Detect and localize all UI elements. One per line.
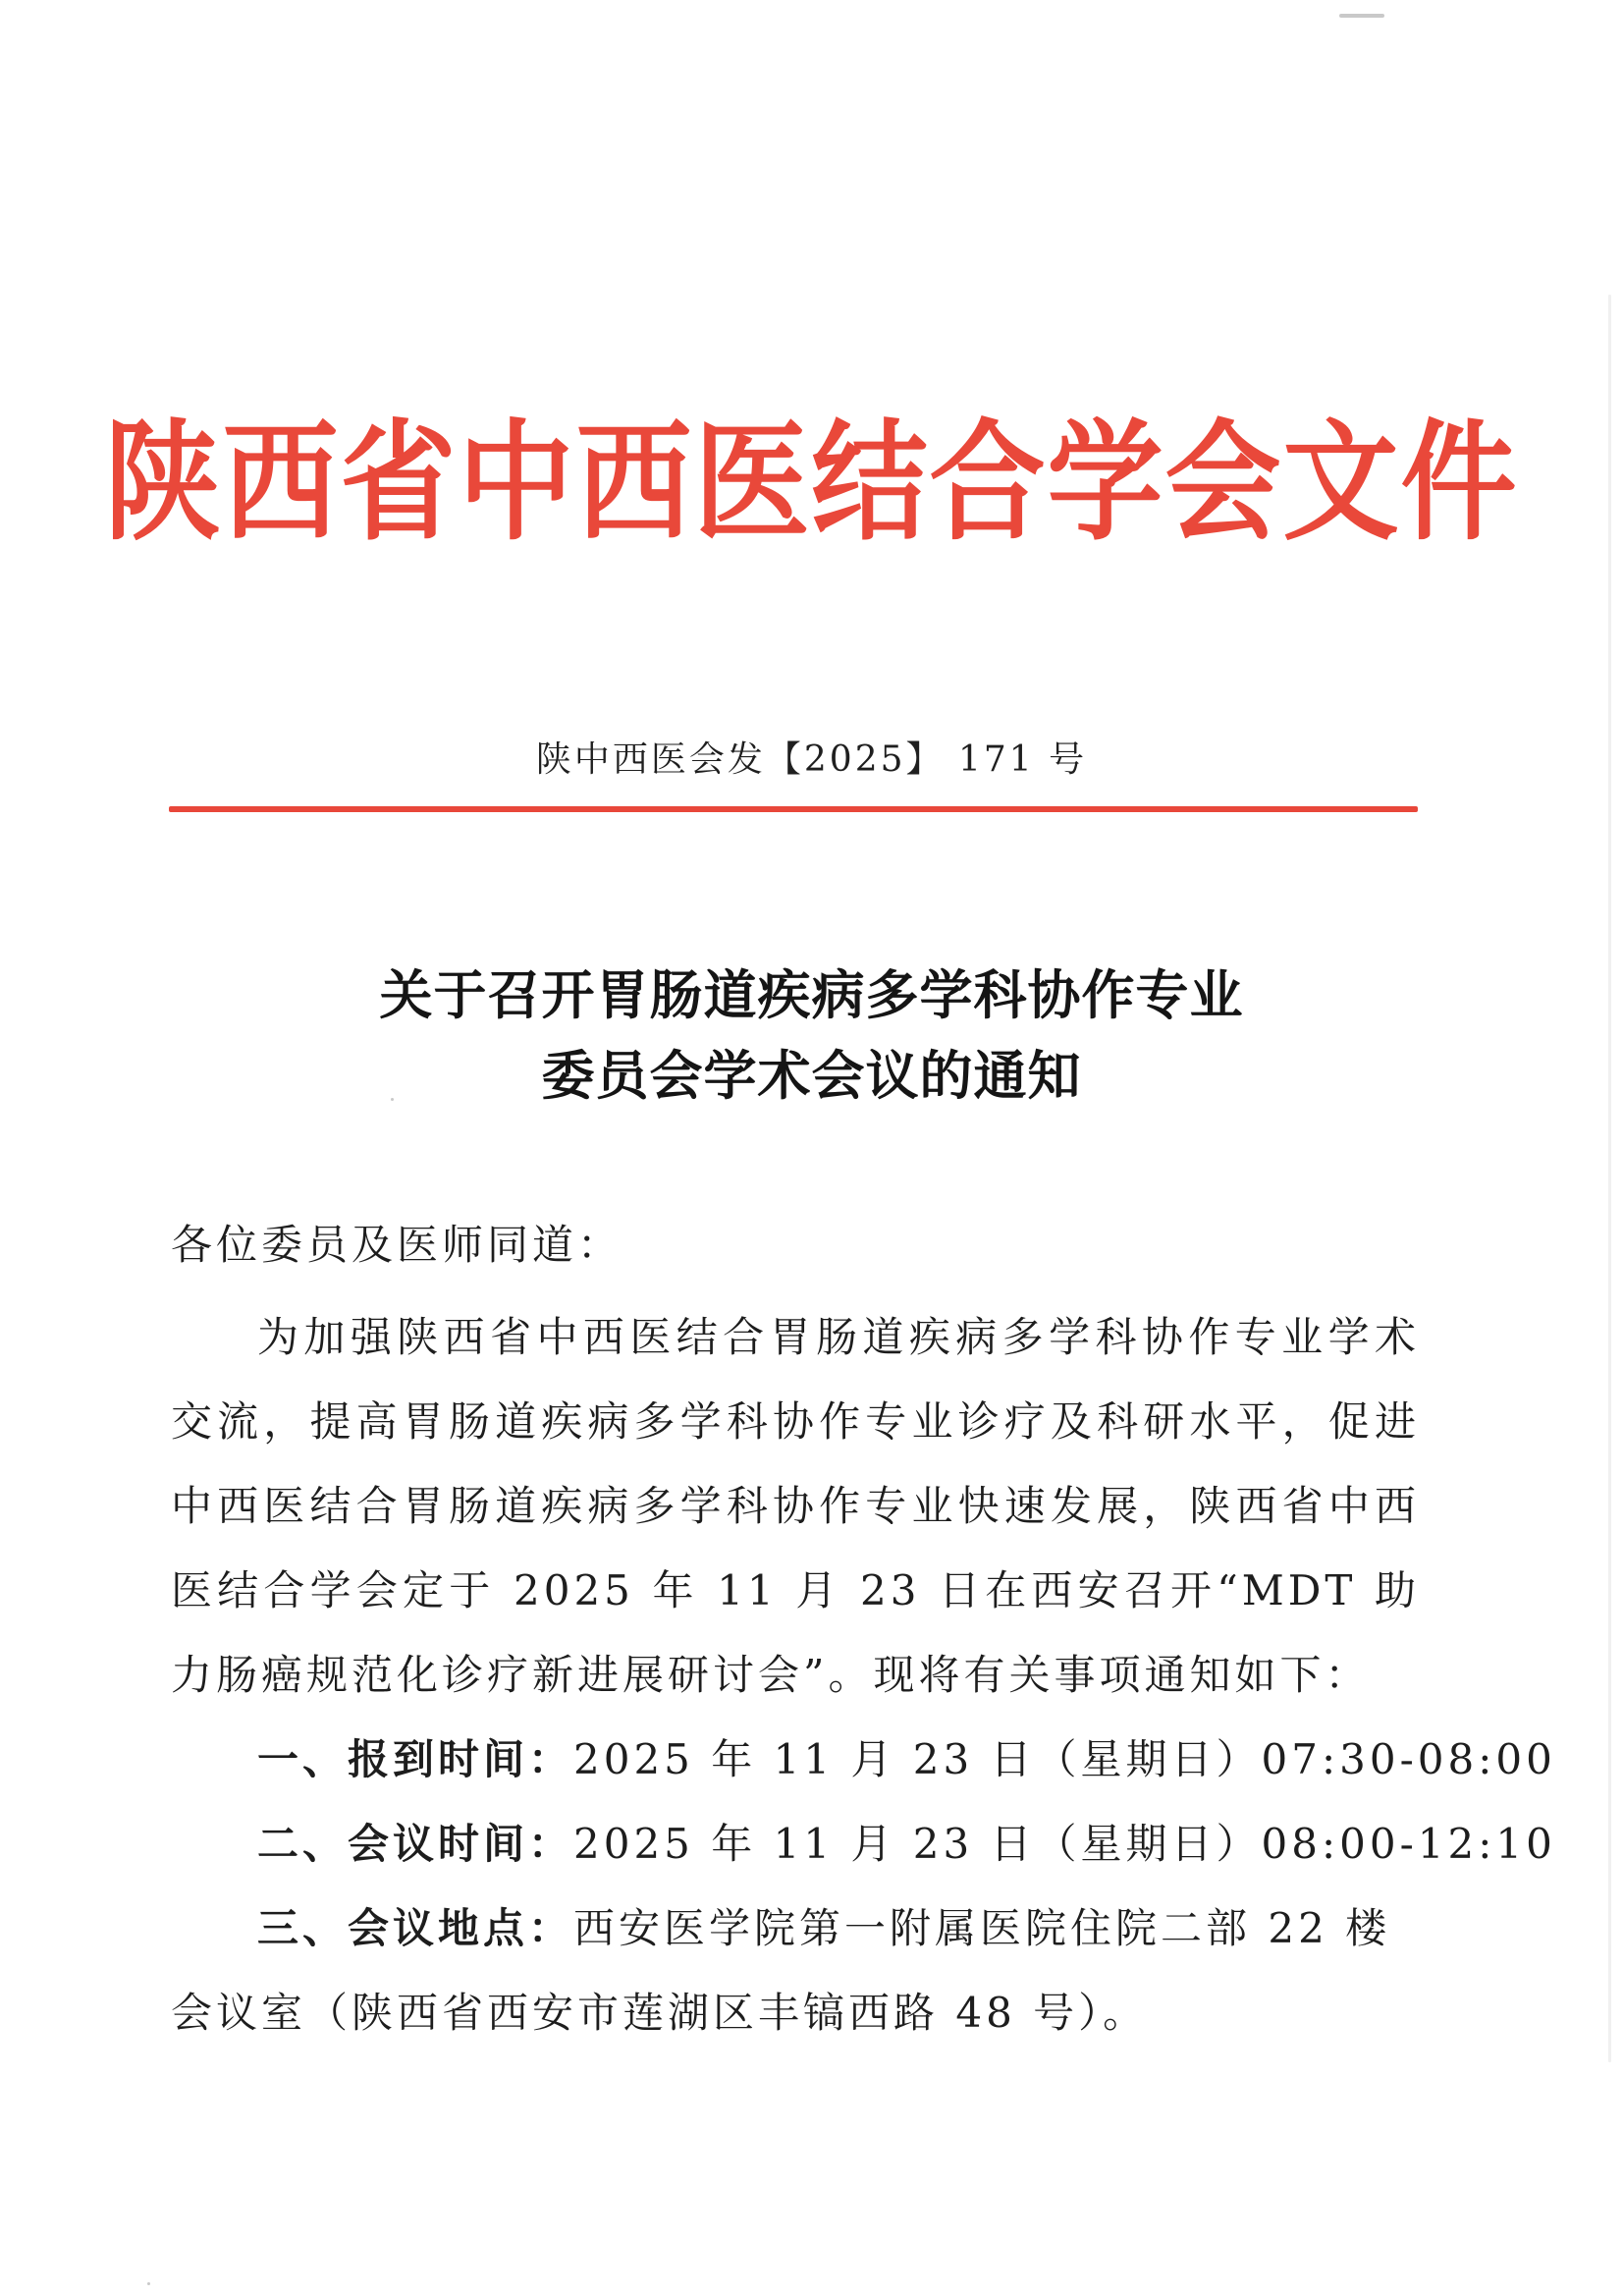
item-label: 三、会议地点：	[257, 1904, 574, 1952]
notice-title	[0, 955, 1623, 1116]
scan-speck	[391, 1098, 394, 1101]
scan-speck	[1339, 14, 1384, 18]
notice-title-line-1: 关于召开胃肠道疾病多学科协作专业	[379, 963, 1244, 1026]
item-label: 一、报到时间：	[257, 1735, 574, 1783]
document-number: 陕中西医会发【2025】 171 号	[535, 739, 1088, 780]
salutation: 各位委员及医师同道：	[171, 1221, 623, 1269]
item-meeting-time	[171, 1802, 1556, 1886]
issuing-organization-title: 陕西省中西医结合学会文件	[104, 405, 1519, 559]
item-value: 2025 年 11 月 23 日（星期日）07:30-08:00	[573, 1735, 1556, 1783]
notice-title-line-2: 委员会学术会议的通知	[541, 1044, 1082, 1107]
item-value: 西安医学院第一附属医院住院二部 22 楼会议室（陕西省西安市莲湖区丰镐西路 48 号）。	[171, 1904, 1391, 2037]
notice-body	[171, 1203, 1556, 2055]
scan-speck	[147, 2282, 150, 2285]
header-divider-line	[169, 806, 1418, 812]
intro-paragraph: 为加强陕西省中西医结合胃肠道疾病多学科协作专业学术交流，提高胃肠道疾病多学科协作专业诊疗及科研水平，促进中西医结合胃肠道疾病多学科协作专业快速发展，陕西省中西医结合学会定于 2025 年 11 月 23 日在西安召开“MDT 助力肠癌规范化诊疗新进展研讨会”。现将有关事项通知如下：	[171, 1313, 1420, 1699]
item-label: 二、会议时间：	[257, 1820, 574, 1868]
item-meeting-location	[171, 1886, 1420, 2055]
item-value: 2025 年 11 月 23 日（星期日）08:00-12:10	[573, 1820, 1556, 1868]
scan-speck	[1608, 295, 1611, 2062]
item-registration-time	[171, 1718, 1556, 1802]
